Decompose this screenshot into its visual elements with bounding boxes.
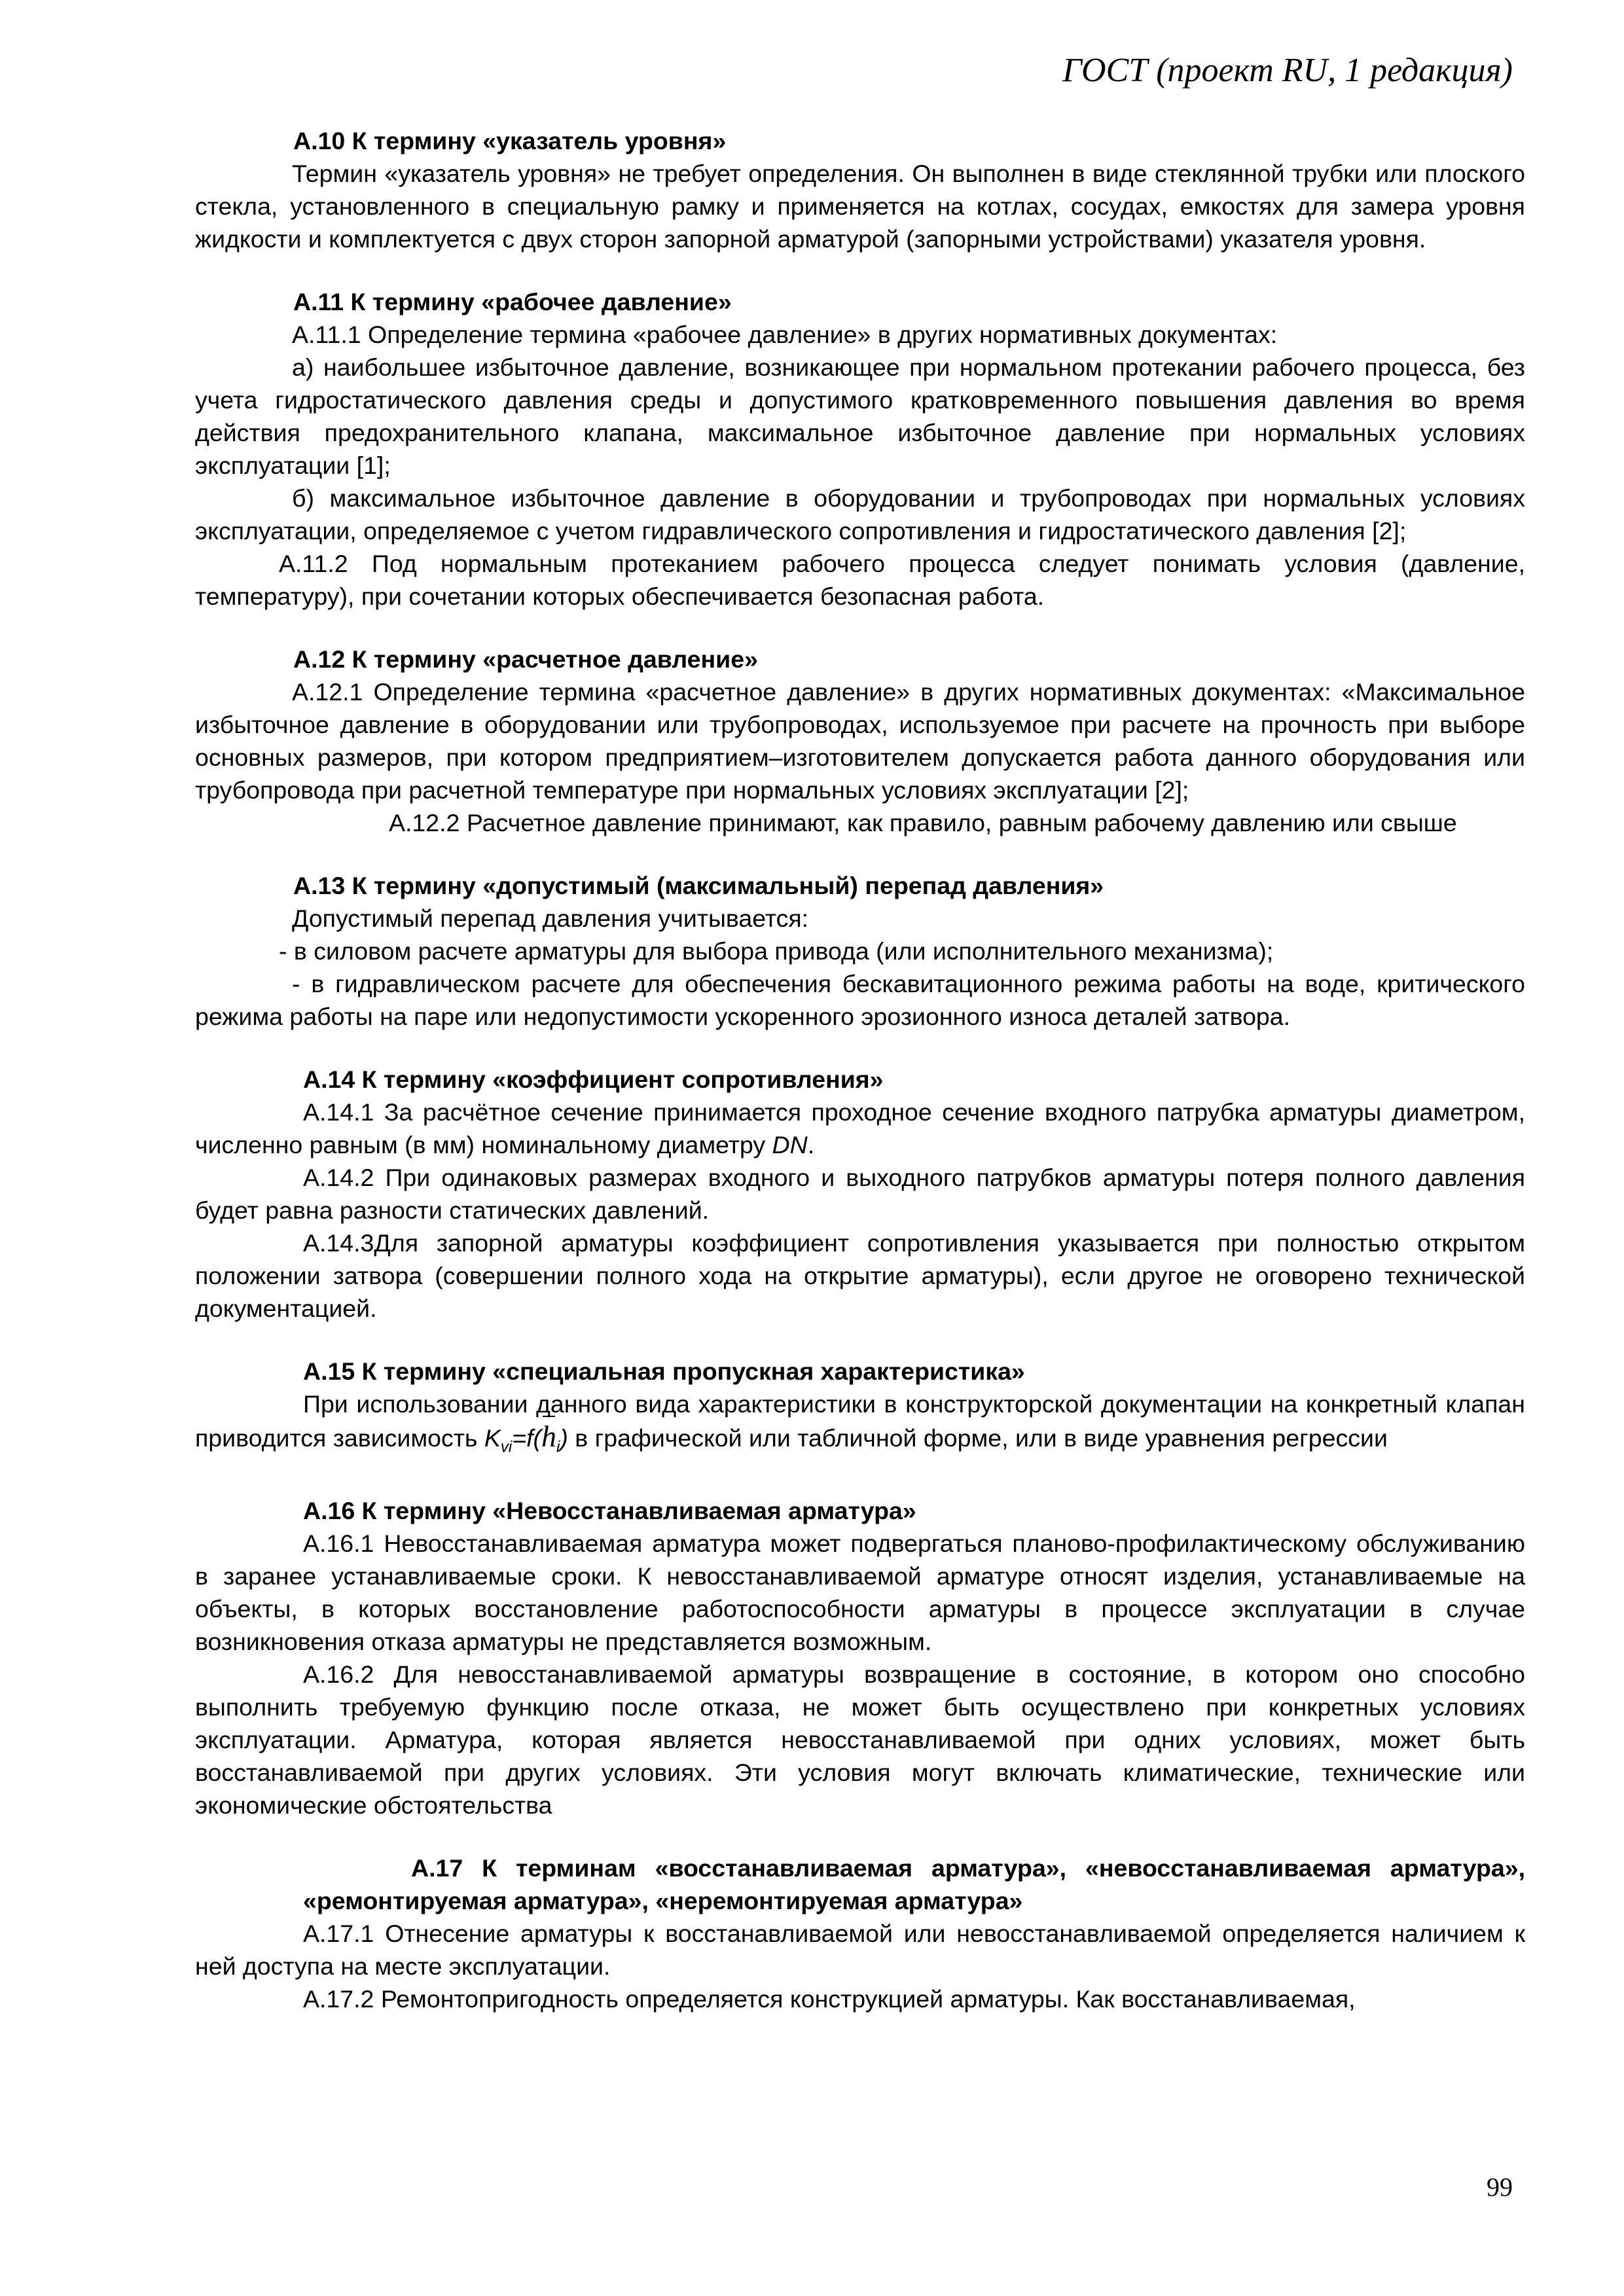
formula-close: ) [560, 1424, 568, 1452]
section-a14-title: А.14 К термину «коэффициент сопротивления» [303, 1066, 884, 1093]
formula-k: K [484, 1424, 501, 1452]
section-a13-paragraph-3: - в гидравлическом расчете для обеспечения бескавитационного режима работы на воде, критического режима работы на паре или недопустимости ускоренного эрозионного износа деталей затвора. [195, 970, 1525, 1030]
section-a14 [195, 1063, 1525, 1325]
section-a16-title: А.16 К термину «Невосстанавливаемая арматура» [303, 1496, 916, 1524]
section-a13 [195, 869, 1525, 1033]
section-a14-paragraph-1 [195, 1096, 1525, 1161]
section-a16-paragraph-2: А.16.2 Для невосстанавливаемой арматуры возвращение в состояние, в котором оно способно выполнить требуемую функцию после отказа, не может быть осуществлено при конкретных условиях эксплуатации. Арматура, которая является невосстанавливаемой при одних условиях, может быть восстанавливаемой при других условиях. Эти условия могут включать климатические, технические или экономические обстоятельства [195, 1660, 1525, 1819]
section-a10-paragraph-1: Термин «указатель уровня» не требует определения. Он выполнен в виде стеклянной трубки или плоского стекла, установленного в специальную рамку и применяется на котлах, сосудах, емкостях для замера уровня жидкости и комплектуется с двух сторон запорной арматурой (запорными устройствами) указателя уровня. [195, 160, 1525, 253]
section-a11-paragraph-4: А.11.2 Под нормальным протеканием рабочего процесса следует понимать условия (давление, температуру), при сочетании которых обеспечивается безопасная работа. [195, 550, 1525, 610]
formula [484, 1420, 568, 1456]
section-a11-paragraph-3: б) максимальное избыточное давление в оборудовании и трубопроводах при нормальных условиях эксплуатации, определяемое с учетом гидравлического сопротивления и гидростатического давления [2]; [195, 484, 1525, 545]
formula-h-bar: h [541, 1420, 557, 1453]
dn-symbol: DN [772, 1131, 808, 1158]
section-a17-paragraph-1: А.17.1 Отнесение арматуры к восстанавливаемой или невосстанавливаемой определяется наличием к ней доступа на месте эксплуатации. [195, 1919, 1525, 1980]
section-a15-paragraph-1-after: в графической или табличной форме, или в виде уравнения регрессии [575, 1424, 1388, 1452]
section-a12-title: А.12 К термину «расчетное давление» [293, 645, 758, 673]
section-a17-title: А.17 К терминам «восстанавливаемая арматура», «невосстанавливаемая арматура», «ремонтируемая арматура», «неремонтируемая арматура» [303, 1854, 1525, 1914]
section-a12-paragraph-2: А.12.2 Расчетное давление принимают, как правило, равным рабочему давлению или свыше [389, 809, 1457, 836]
section-a15-paragraph-1 [195, 1388, 1525, 1464]
section-a11-title: А.11 К термину «рабочее давление» [293, 288, 732, 315]
section-a12-paragraph-1: А.12.1 Определение термина «расчетное давление» в других нормативных документах: «Максимальное избыточное давление в оборудовании или трубопроводах, используемое при расчете на прочность при выборе основных размеров, при котором предприятием–изготовителем допускается работа данного оборудования или трубопровода при расчетной температуре при нормальных условиях эксплуатации [2]; [195, 678, 1525, 804]
document-body [195, 124, 1525, 2045]
section-a11-paragraph-1: А.11.1 Определение термина «рабочее давление» в других нормативных документах: [292, 321, 1278, 348]
section-a13-paragraph-1: Допустимый перепад давления учитывается: [292, 905, 809, 932]
section-a15-title: А.15 К термину «специальная пропускная характеристика» [303, 1357, 1025, 1385]
section-a13-title: А.13 К термину «допустимый (максимальный) перепад давления» [293, 872, 1104, 899]
formula-k-subscript: vi [500, 1438, 513, 1456]
section-a16 [195, 1494, 1525, 1821]
section-a12 [195, 643, 1525, 839]
section-a14-paragraph-1-text: А.14.1 За расчётное сечение принимается проходное сечение входного патрубка арматуры диаметром, численно равным (в мм) номинальному диаметру [195, 1098, 1525, 1158]
section-a11-paragraph-2: а) наибольшее избыточное давление, возникающее при нормальном протекании рабочего процесса, без учета гидростатического давления среды и допустимого кратковременного повышения давления во время действия предохранительного клапана, максимальное избыточное давление при нормальных условиях эксплуатации [1]; [195, 353, 1525, 479]
section-a11 [195, 285, 1525, 613]
section-a13-paragraph-2: - в силовом расчете арматуры для выбора привода (или исполнительного механизма); [279, 937, 1274, 965]
section-a14-paragraph-3: А.14.3Для запорной арматуры коэффициент сопротивления указывается при полностью открытом положении затвора (совершении полного хода на открытие арматуры), если другое не оговорено технической документацией. [195, 1229, 1525, 1322]
formula-eq: =f( [512, 1424, 542, 1452]
section-a16-paragraph-1: А.16.1 Невосстанавливаемая арматура может подвергаться планово-профилактическому обслуживанию в заранее устанавливаемые сроки. К невосстанавливаемой арматуре относят изделия, устанавливаемые на объекты, в которых восстановление работоспособности арматуры в процессе эксплуатации в случае возникновения отказа арматуры не представляется возможным. [195, 1529, 1525, 1655]
section-a17 [195, 1852, 1525, 2015]
section-a15 [195, 1355, 1525, 1464]
section-a14-paragraph-1-end: . [807, 1131, 815, 1158]
formula-h-subscript: i [556, 1438, 560, 1456]
section-a10 [195, 124, 1525, 255]
running-header: ГОСТ (проект RU, 1 редакция) [1062, 52, 1513, 89]
section-a17-paragraph-2: А.17.2 Ремонтопригодность определяется конструкцией арматуры. Как восстанавливаемая, [303, 1984, 1356, 2013]
page-number: 99 [1487, 2172, 1513, 2202]
section-a10-title: А.10 К термину «указатель уровня» [293, 127, 727, 154]
section-a15-paragraph-1-text: При использовании данного вида характеристики в конструкторской документации на конкретный клапан приводится зависимость [195, 1390, 1525, 1452]
section-a14-paragraph-2: А.14.2 При одинаковых размерах входного и выходного патрубков арматуры потеря полного давления будет равна разности статических давлений. [195, 1164, 1525, 1224]
